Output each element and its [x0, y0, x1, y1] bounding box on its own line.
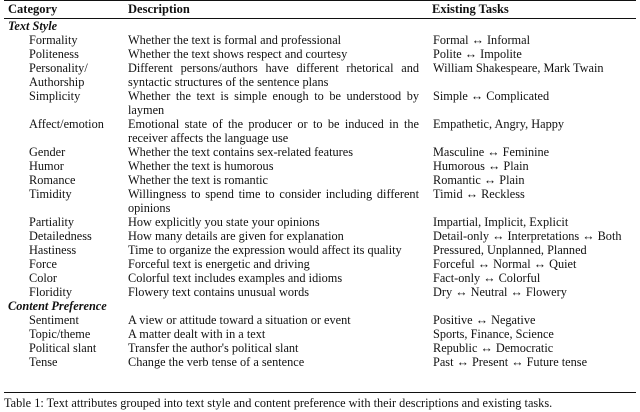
description-cell: Change the verb tense of a sentence [128, 355, 305, 369]
table-row [4, 341, 636, 355]
attributes-table [4, 19, 636, 369]
table-row [4, 145, 636, 159]
existing-tasks-cell: Formal ↔ Informal [433, 33, 530, 47]
table-row [4, 215, 636, 229]
table-caption: Table 1: Text attributes grouped into text style and content preference with their descriptions and existing tasks. [4, 396, 553, 410]
description-cell: Forceful text is energetic and driving [128, 257, 310, 271]
description-cell: A matter dealt with in a text [128, 327, 266, 341]
description-cell: Whether the text shows respect and courtesy [128, 47, 348, 61]
existing-tasks-cell: Romantic ↔ Plain [433, 173, 525, 187]
category-cell: Political slant [29, 341, 97, 355]
category-cell: Detailedness [29, 229, 92, 243]
table-row [4, 187, 636, 215]
description-cell: How many details are given for explanation [128, 229, 344, 243]
table-bottom-rule [4, 392, 636, 393]
existing-tasks-cell: Pressured, Unplanned, Planned [433, 243, 587, 257]
existing-tasks-cell: Republic ↔ Democratic [433, 341, 554, 355]
existing-tasks-cell: Masculine ↔ Feminine [433, 145, 550, 159]
table-row [4, 173, 636, 187]
category-cell: Hastiness [29, 243, 77, 257]
category-cell: Topic/theme [29, 327, 91, 341]
table-row [4, 243, 636, 257]
existing-tasks-cell: Empathetic, Angry, Happy [433, 117, 565, 131]
existing-tasks-cell: Forceful ↔ Normal ↔ Quiet [433, 257, 577, 271]
category-cell: Partiality [29, 215, 75, 229]
category-cell: Politeness [29, 47, 79, 61]
category-cell: Sentiment [29, 313, 79, 327]
existing-tasks-cell: William Shakespeare, Mark Twain [433, 61, 604, 75]
existing-tasks-cell: Timid ↔ Reckless [433, 187, 525, 201]
table-row [4, 355, 636, 369]
category-cell: Timidity [29, 187, 72, 201]
attributes-table-body [4, 19, 636, 369]
category-cell: Romance [29, 173, 76, 187]
section-title: Content Preference [8, 299, 107, 313]
description-cell: Whether the text contains sex-related features [128, 145, 353, 159]
description-cell: How explicitly you state your opinions [128, 215, 320, 229]
table-row [4, 285, 636, 299]
table-row [4, 257, 636, 271]
table-row [4, 47, 636, 61]
description-cell: Transfer the author's political slant [128, 341, 299, 355]
description-cell: Whether the text is romantic [128, 173, 268, 187]
existing-tasks-cell: Past ↔ Present ↔ Future tense [433, 355, 588, 369]
category-cell: Formality [29, 33, 78, 47]
description-cell: Whether the text is simple enough to be understood by laymen [128, 89, 419, 117]
description-cell: Whether the text is humorous [128, 159, 274, 173]
existing-tasks-cell: Humorous ↔ Plain [433, 159, 529, 173]
description-cell: Flowery text contains unusual words [128, 285, 310, 299]
existing-tasks-cell: Impartial, Implicit, Explicit [433, 215, 569, 229]
description-cell: A view or attitude toward a situation or event [128, 313, 351, 327]
table-row [4, 229, 636, 243]
section-title: Text Style [8, 19, 58, 33]
table-row [4, 33, 636, 47]
section-header-row [4, 299, 636, 313]
table-row [4, 159, 636, 173]
table-row [4, 313, 636, 327]
existing-tasks-cell: Positive ↔ Negative [433, 313, 536, 327]
category-cell: Color [29, 271, 58, 285]
table-row [4, 117, 636, 145]
table-top-rule [4, 0, 636, 1]
description-cell: Different persons/authors have different rhetorical and syntactic structures of the sentence plans [128, 61, 419, 89]
existing-tasks-cell: Polite ↔ Impolite [433, 47, 522, 61]
description-cell: Willingness to spend time to consider including different opinions [128, 187, 419, 215]
category-cell: Humor [29, 159, 64, 173]
column-header-category: Category [8, 2, 58, 16]
column-header-description: Description [128, 2, 190, 16]
description-cell: Time to organize the expression would affect its quality [128, 243, 402, 257]
description-cell: Colorful text includes examples and idioms [128, 271, 343, 285]
existing-tasks-cell: Sports, Finance, Science [433, 327, 554, 341]
category-cell: Gender [29, 145, 66, 159]
category-cell: Personality/ Authorship [29, 61, 88, 89]
table-row [4, 271, 636, 285]
existing-tasks-cell: Detail-only ↔ Interpretations ↔ Both [433, 229, 622, 243]
table-row [4, 327, 636, 341]
description-cell: Whether the text is formal and professional [128, 33, 342, 47]
category-cell: Floridity [29, 285, 73, 299]
table-row [4, 61, 636, 89]
category-cell: Affect/emotion [29, 117, 104, 131]
table-row [4, 89, 636, 117]
section-header-row [4, 19, 636, 33]
category-cell: Force [29, 257, 57, 271]
description-cell: Emotional state of the producer or to be induced in the receiver affects the language use [128, 117, 419, 145]
column-header-existing-tasks: Existing Tasks [432, 2, 509, 16]
existing-tasks-cell: Fact-only ↔ Colorful [433, 271, 541, 285]
category-cell: Tense [29, 355, 58, 369]
existing-tasks-cell: Dry ↔ Neutral ↔ Flowery [433, 285, 567, 299]
existing-tasks-cell: Simple ↔ Complicated [433, 89, 550, 103]
category-cell: Simplicity [29, 89, 81, 103]
